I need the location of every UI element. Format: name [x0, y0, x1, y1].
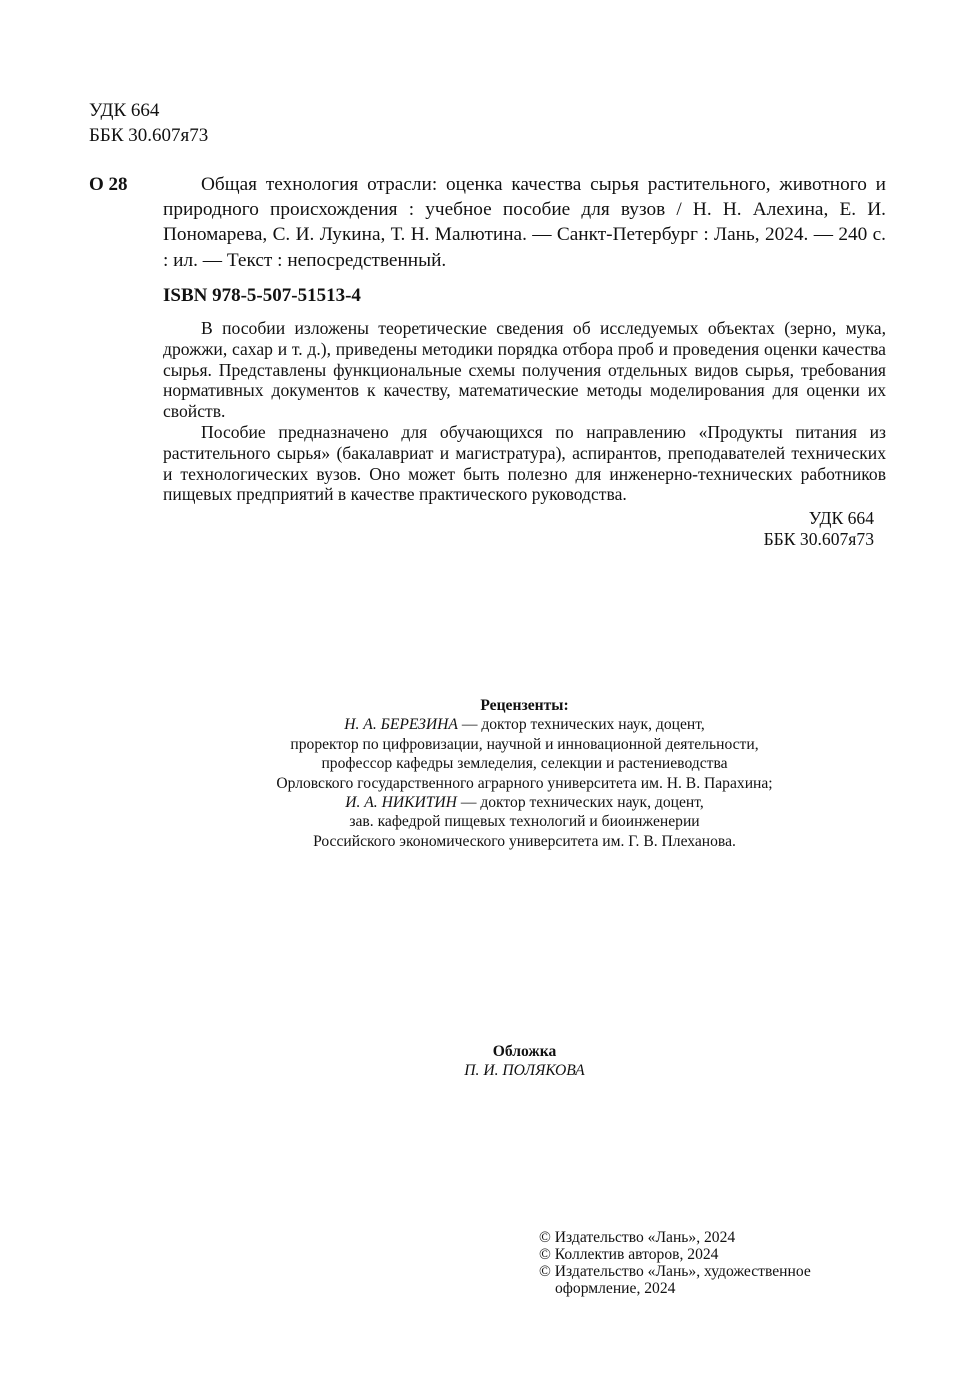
abstract	[163, 318, 886, 505]
reviewer-2-degree: — доктор технических наук, доцент,	[456, 794, 704, 812]
reviewer-2-university: Российского экономического университета им. Г. В. Плеханова.	[313, 832, 736, 850]
reviewer-2-department: зав. кафедрой пищевых технологий и биоинженерии	[349, 813, 700, 831]
bbk-code-right: ББК 30.607я73	[763, 529, 874, 549]
reviewer-1-department: профессор кафедры земледелия, селекции и растениеводства	[321, 755, 728, 773]
udk-code-right: УДК 664	[808, 508, 874, 528]
reviewer-1-university: Орловского государственного аграрного университета им. Н. В. Парахина;	[276, 774, 773, 792]
reviewer-1-name: Н. А. БЕРЕЗИНА	[344, 716, 458, 734]
author-sign: О 28	[89, 174, 128, 195]
cover-artist: П. И. ПОЛЯКОВА	[464, 1062, 585, 1080]
cover-credit	[163, 1042, 886, 1081]
reviewer-2-name: И. А. НИКИТИН	[345, 794, 457, 812]
bottom-classification	[700, 508, 874, 550]
abstract-paragraph-2: Пособие предназначено для обучающихся по направлению «Продукты питания из растительного сырья» (бакалавриат и магистратура), аспирантов, преподавателей технических и технологических вузов. Оно может быть полезно для инженерно-технических работников пищевых предприятий в качестве практического руководства.	[163, 421, 886, 505]
reviewer-1-title-line	[163, 715, 886, 734]
copyright-design: © Издательство «Лань», художественное	[539, 1263, 811, 1280]
bbk-code: ББК 30.607я73	[89, 125, 209, 146]
copyright-design-cont: оформление, 2024	[555, 1280, 676, 1297]
reviewers-heading: Рецензенты:	[480, 697, 569, 714]
reviewers-block	[163, 696, 886, 851]
copyright-publisher: © Издательство «Лань», 2024	[539, 1229, 736, 1246]
isbn: ISBN 978-5-507-51513-4	[163, 285, 361, 306]
reviewer-1-degree: — доктор технических наук, доцент,	[457, 716, 705, 734]
abstract-paragraph-1: В пособии изложены теоретические сведения об исследуемых объектах (зерно, мука, дрожжи, сахар и т. д.), приведены методики порядка отбора проб и проведения оценки качества сырья. Представлены функциональные схемы получения отдельных видов сырья, требования нормативных документов к качеству, математические методы моделирования для оценки их свойств.	[163, 318, 886, 422]
copyright-authors: © Коллектив авторов, 2024	[539, 1246, 719, 1263]
cover-heading: Обложка	[492, 1043, 557, 1060]
reviewer-2-title-line	[163, 793, 886, 812]
copyright-block	[539, 1229, 859, 1297]
top-classification	[89, 98, 208, 148]
reviewer-1-position: проректор по цифровизации, научной и инновационной деятельности,	[290, 735, 759, 753]
bibliographic-record: Общая технология отрасли: оценка качества сырья растительного, животного и природного происхождения : учебное пособие для вузов / Н. Н. Алехина, Е. И. Пономарева, С. И. Лукина, Т. Н. Малютина. — Санкт-Петербург : Лань, 2024. — 240 с. : ил. — Текст : непосредственный.	[163, 174, 886, 271]
udk-code: УДК 664	[89, 100, 160, 121]
